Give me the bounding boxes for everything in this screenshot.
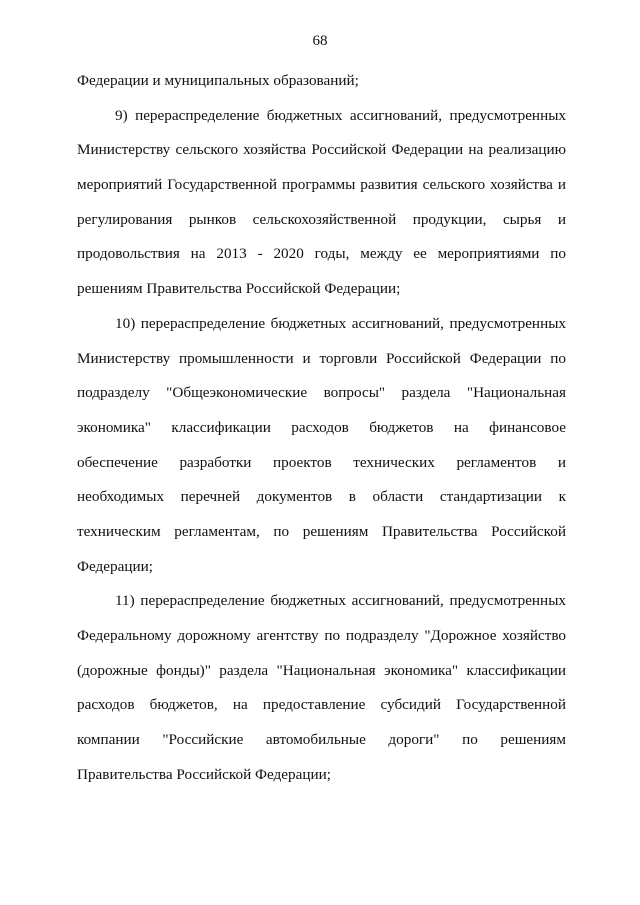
text-line: 10) перераспределение бюджетных ассигнований, предусмотренных (115, 314, 566, 332)
text-line: регулирования рынков сельскохозяйственной продукции, сырья и (77, 210, 566, 228)
text-line: мероприятий Государственной программы развития сельского хозяйства и (77, 176, 566, 194)
text-line: обеспечение разработки проектов технических регламентов и (77, 453, 566, 471)
text-line: техническим регламентам, по решениям Правительства Российской (77, 522, 566, 540)
document-body (77, 71, 566, 799)
text-line: Правительства Российской Федерации; (77, 765, 331, 783)
text-line: Федерации и муниципальных образований; (77, 72, 359, 89)
text-line: Министерству сельского хозяйства Российской Федерации на реализацию (77, 141, 566, 159)
text-line: необходимых перечней документов в области стандартизации к (77, 488, 566, 506)
text-line: Федерации; (77, 557, 153, 575)
text-line: Министерству промышленности и торговли Российской Федерации по (77, 349, 566, 367)
text-line: подразделу "Общеэкономические вопросы" раздела "Национальная (77, 384, 566, 402)
text-line: (дорожные фонды)" раздела "Национальная экономика" классификации (77, 661, 566, 679)
text-line: расходов бюджетов, на предоставление субсидий Государственной (77, 696, 566, 714)
text-line: экономика" классификации расходов бюджетов на финансовое (77, 418, 566, 436)
text-line: продовольствия на 2013 - 2020 годы, между ее мероприятиями по (77, 245, 566, 263)
text-line: 11) перераспределение бюджетных ассигнований, предусмотренных (115, 592, 566, 610)
page-number: 68 (312, 33, 328, 49)
text-line: решениям Правительства Российской Федерации; (77, 280, 401, 298)
text-line: компании "Российские автомобильные дороги" по решениям (77, 731, 566, 749)
text-line: 9) перераспределение бюджетных ассигнований, предусмотренных (115, 106, 566, 124)
text-line: Федеральному дорожному агентству по подразделу "Дорожное хозяйство (77, 627, 566, 644)
